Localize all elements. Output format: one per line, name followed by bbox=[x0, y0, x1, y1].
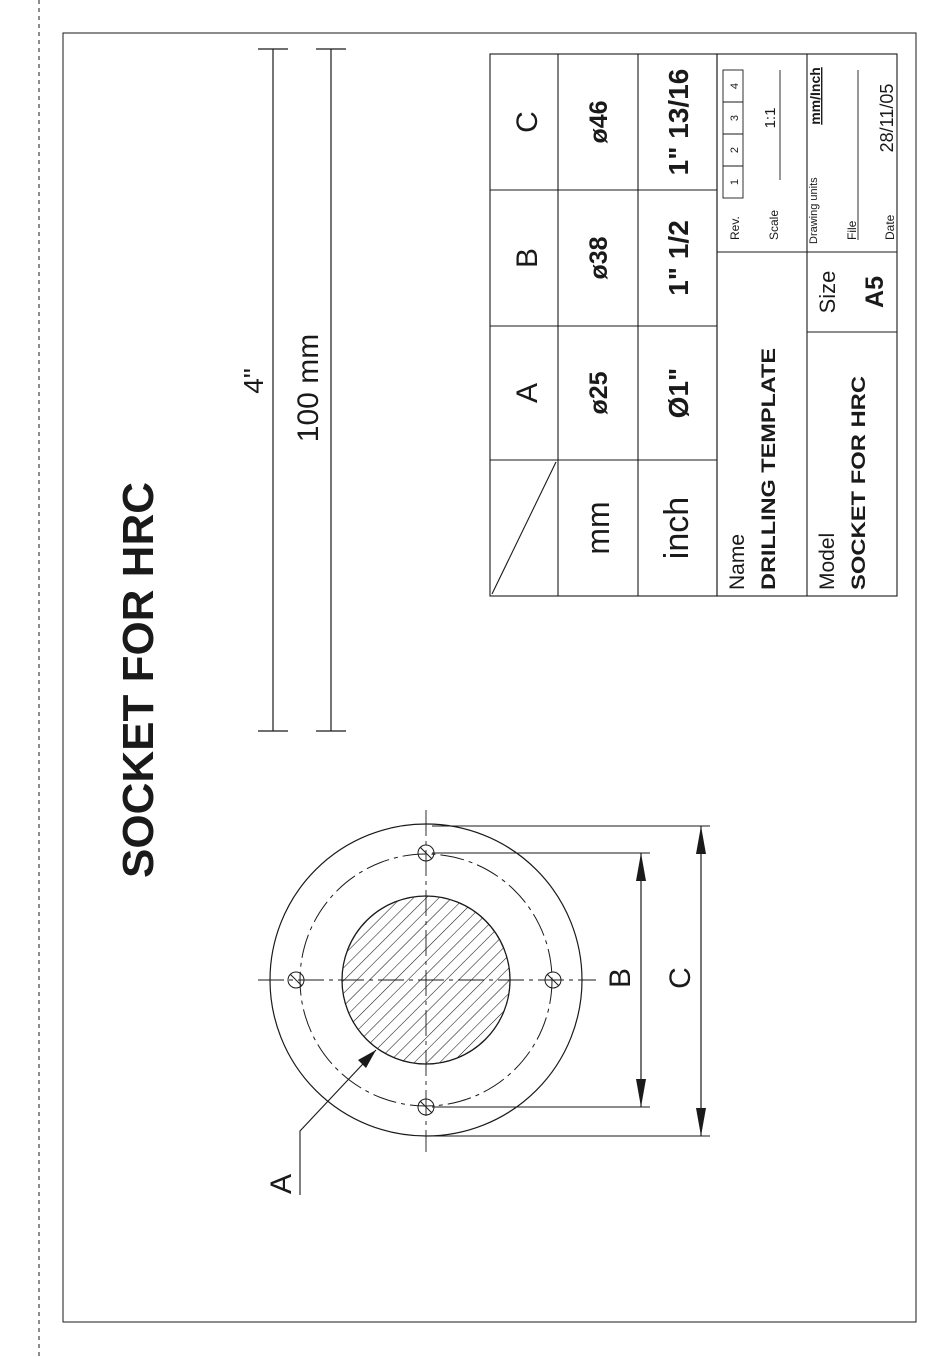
table-header-a: A bbox=[511, 382, 544, 404]
title-block-file-label: File bbox=[845, 220, 859, 240]
table-cell-inch-c: 1" 13/16 bbox=[663, 68, 694, 176]
title-block-units-value: mm/Inch bbox=[807, 67, 823, 125]
title-block-date-value: 28/11/05 bbox=[877, 83, 897, 153]
dimension-b-label: B bbox=[604, 967, 637, 989]
title-block-model-label: Model bbox=[816, 532, 839, 590]
table-header-c: C bbox=[511, 111, 544, 133]
title-block-scale-value: 1:1 bbox=[762, 107, 779, 129]
leader-a-label: A bbox=[265, 1173, 298, 1195]
title-block-name-value: DRILLING TEMPLATE bbox=[759, 394, 780, 590]
table-cell-mm-a: ø25 bbox=[585, 371, 613, 415]
title-block-name-label: Name bbox=[726, 533, 749, 590]
table-cell-inch-b: 1" 1/2 bbox=[663, 220, 694, 296]
socket-drawing bbox=[258, 810, 596, 1152]
title-block-date-label: Date bbox=[883, 214, 897, 240]
table-row-inch-unit: inch bbox=[658, 496, 696, 560]
scale-bar-mm-label: 100 mm bbox=[292, 333, 325, 443]
title-block-units-label: Drawing units bbox=[808, 177, 820, 244]
title-block-model-value: SOCKET FOR HRC bbox=[849, 419, 870, 590]
title-block-scale-label: Scale bbox=[767, 209, 781, 240]
title-block-size-value: A5 bbox=[861, 276, 889, 308]
title-block-size-label: Size bbox=[815, 270, 840, 314]
table-cell-mm-c: ø46 bbox=[585, 100, 613, 144]
dimension-c-label: C bbox=[664, 967, 697, 989]
table-cell-mm-b: ø38 bbox=[585, 236, 613, 280]
title-block bbox=[717, 54, 897, 596]
scale-bar-inch-label: 4" bbox=[238, 368, 269, 394]
table-header-b: B bbox=[511, 247, 544, 269]
page-title: SOCKET FOR HRC bbox=[114, 482, 163, 878]
rev-number: 3 bbox=[729, 114, 741, 122]
rev-number: 4 bbox=[729, 82, 741, 90]
leader-a bbox=[300, 1050, 376, 1195]
title-block-rev-label: Rev. bbox=[728, 216, 742, 240]
table-cell-inch-a: Ø1" bbox=[663, 367, 694, 419]
table-row-mm-unit: mm bbox=[580, 501, 616, 555]
rev-number: 1 bbox=[729, 178, 741, 186]
rev-number: 2 bbox=[729, 146, 741, 154]
